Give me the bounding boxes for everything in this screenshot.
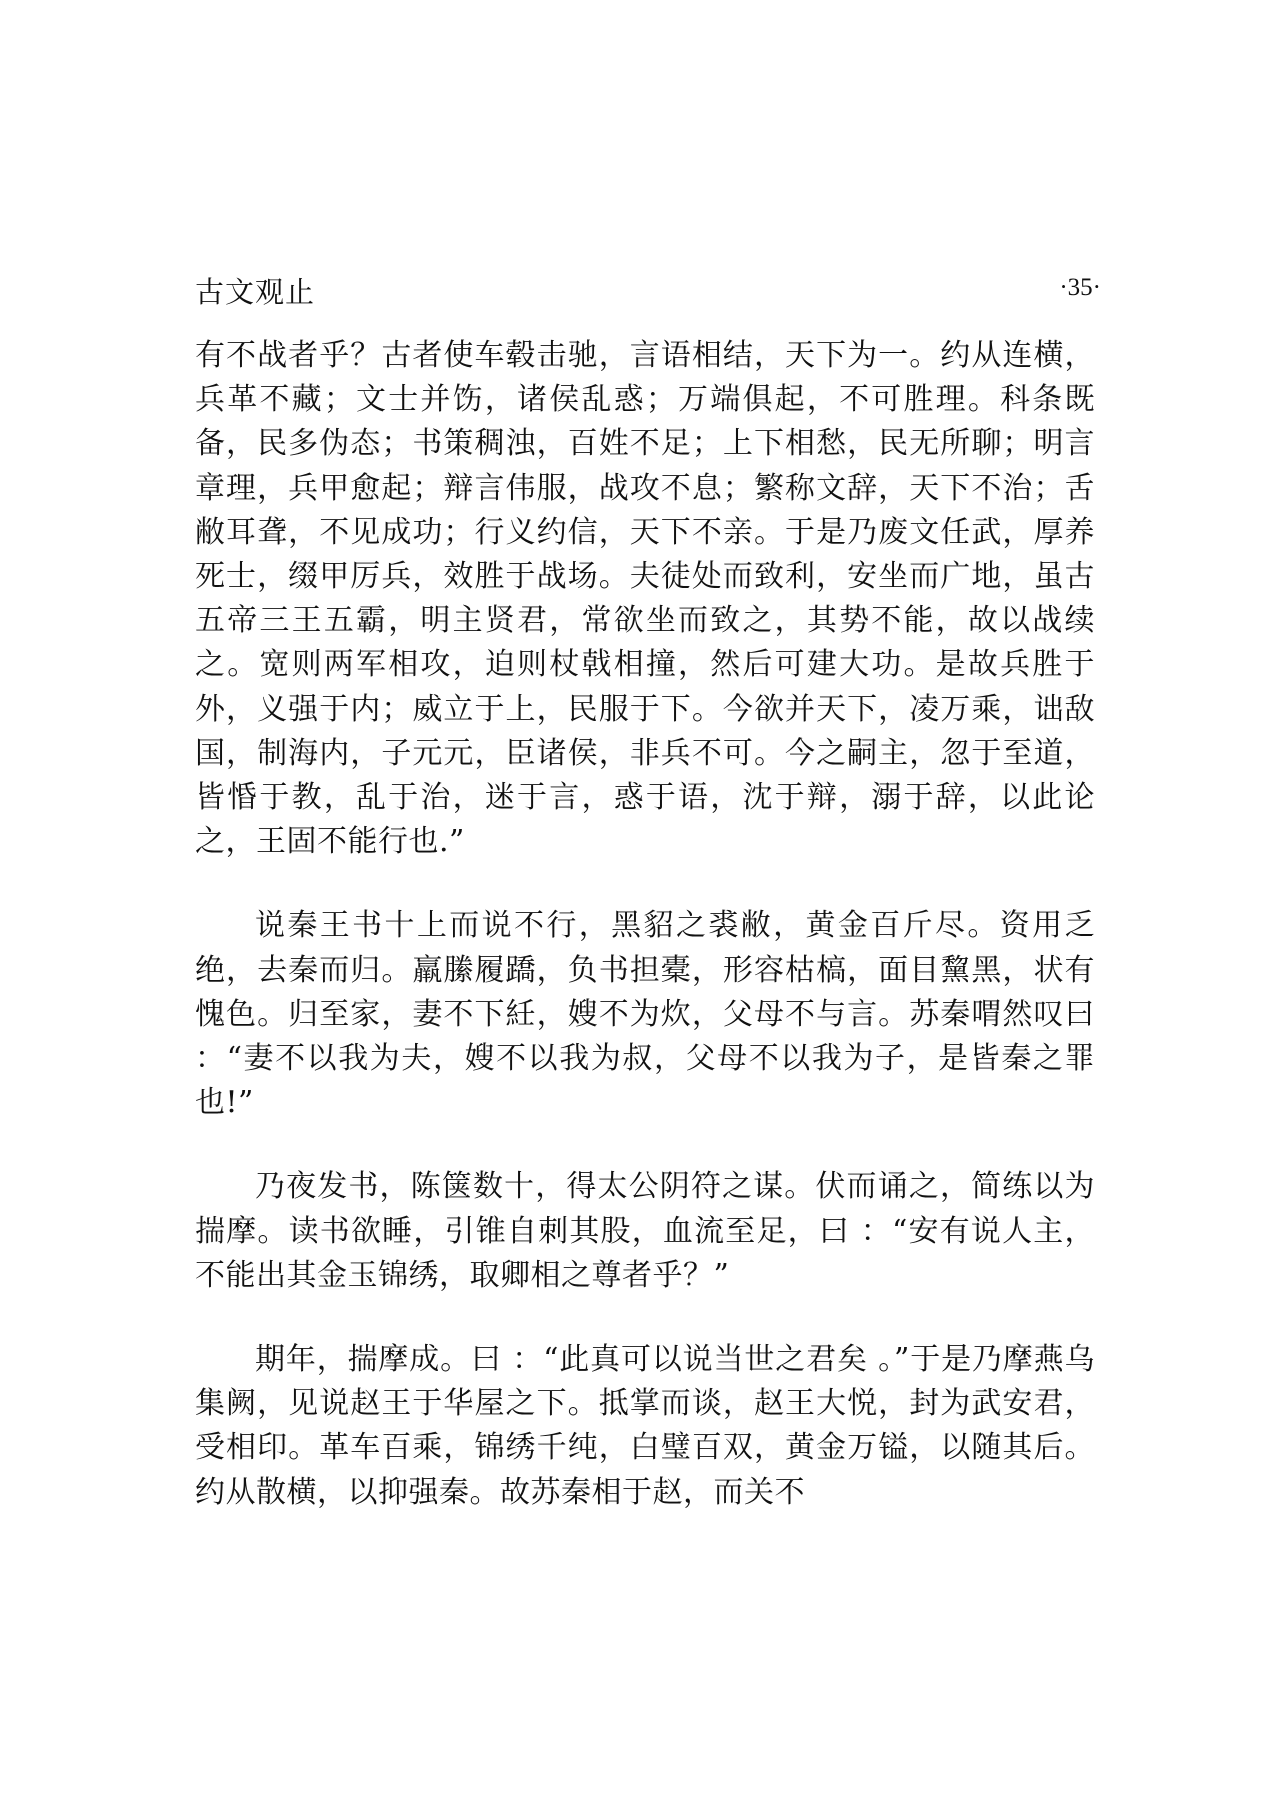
book-title: 古文观止: [195, 275, 316, 309]
paragraph-2: 说秦王书十上而说不行，黑貂之裘敝，黄金百斤尽。资用乏绝，去秦而归。羸縢履蹻，负书担橐，形容枯槁，面目黧黑，状有愧色。归至家，妻不下紝，嫂不为炊，父母不与言。苏秦喟然叹曰 ：“妻不以我为夫，嫂不以我为叔，父母不以我为子，是皆秦之罪也!”: [195, 908, 1095, 1121]
page-number: ·35·: [1059, 274, 1101, 301]
paragraph-continued: 有不战者乎？古者使车毂击驰，言语相结，天下为一。约从连横，兵革不藏；文士并饬，诸侯乱惑；万端俱起，不可胜理。科条既备，民多伪态；书策稠浊，百姓不足；上下相愁，民无所聊；明言章理，兵甲愈起；辩言伟服，战攻不息；繁称文辞，天下不治；舌敝耳聋，不见成功；行义约信，天下不亲。于是乃废文任武，厚养死士，缀甲厉兵，效胜于战场。夫徒处而致利，安坐而广地，虽古五帝三王五霸，明主贤君，常欲坐而致之，其势不能，故以战续之。宽则两军相攻，迫则杖戟相撞，然后可建大功。是故兵胜于外，义强于内；威立于上，民服于下。今欲并天下，凌万乘，诎敌国，制海内，子元元，臣诸侯，非兵不可。今之嗣主，忽于至道，皆惛于教，乱于治，迷于言，惑于语，沈于辩，溺于辞，以此论之，王固不能行也.”: [195, 338, 1095, 860]
paragraph-3: 乃夜发书，陈箧数十，得太公阴符之谋。伏而诵之，简练以为揣摩。读书欲睡，引锥自刺其股，血流至足，曰 ：“安有说人主，不能出其金玉锦绣，取卿相之尊者乎？”: [195, 1169, 1095, 1293]
page-content: [195, 270, 1101, 1555]
page-header: [195, 270, 1101, 318]
paragraph-4: 期年，揣摩成。曰 ：“此真可以说当世之君矣 。”于是乃摩燕乌集阙，见说赵王于华屋之下。抵掌而谈，赵王大悦，封为武安君，受相印。革车百乘，锦绣千纯，白璧百双，黄金万镒，以随其后。约从散横，以抑强秦。故苏秦相于赵，而关不: [195, 1342, 1095, 1510]
